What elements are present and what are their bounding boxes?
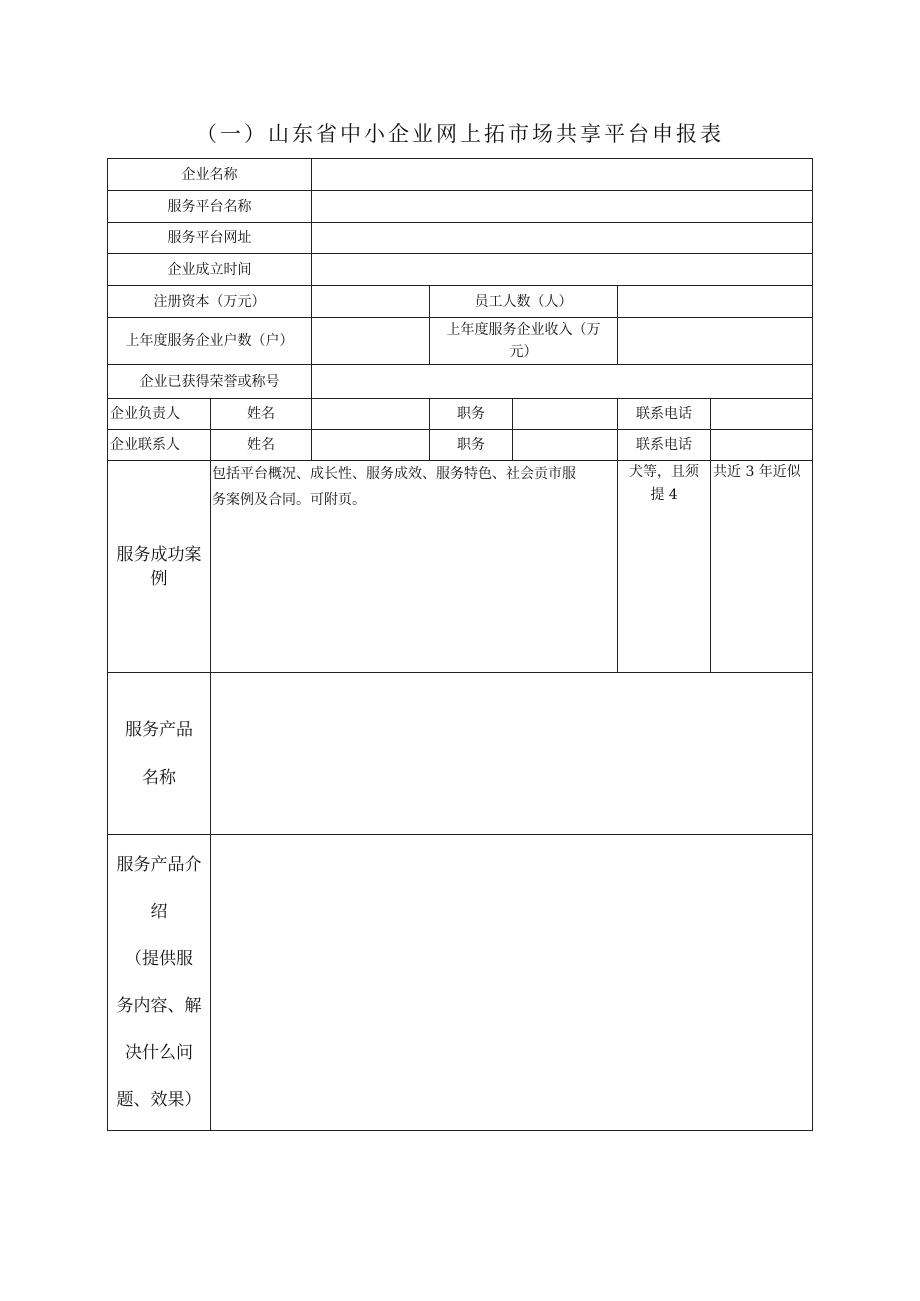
label-contact-phone: 联系电话 — [636, 437, 692, 453]
cases-fragment-a — [618, 461, 710, 672]
label-company-name: 企业名称 — [181, 166, 238, 183]
principal-name-field[interactable] — [312, 399, 429, 429]
capital-field[interactable] — [312, 286, 429, 317]
label-principal-position: 职务 — [457, 406, 485, 422]
label-product-intro-line6: 题、效果） — [116, 1089, 202, 1110]
cases-hint-line2: 务案例及合同。可附页。 — [212, 492, 366, 508]
label-platform-name: 服务平台名称 — [167, 198, 252, 215]
revenue-field[interactable] — [618, 318, 812, 364]
label-founded: 企业成立时间 — [167, 261, 252, 278]
contact-name-field[interactable] — [312, 430, 429, 460]
platform-url-field[interactable] — [312, 223, 812, 253]
label-contact-name: 姓名 — [247, 437, 275, 453]
label-product-name — [108, 673, 210, 834]
platform-name-field[interactable] — [312, 191, 812, 222]
founded-field[interactable] — [312, 254, 812, 285]
label-contact: 企业联系人 — [110, 437, 180, 453]
label-product-intro — [108, 835, 210, 1130]
label-revenue — [430, 318, 617, 364]
label-cases-line1: 服务成功案 — [116, 544, 202, 565]
label-product-intro-line1: 服务产品介 — [116, 854, 202, 875]
label-product-name-line2: 名称 — [142, 767, 176, 788]
page-title: （一）山东省中小企业网上拓市场共享平台申报表 — [196, 122, 724, 146]
label-principal-name: 姓名 — [247, 406, 275, 422]
label-honors: 企业已获得荣誉或称号 — [139, 373, 280, 390]
label-employees: 员工人数（人） — [474, 293, 573, 310]
label-product-intro-line2: 绍 — [150, 901, 168, 922]
label-product-intro-line4: 务内容、解 — [116, 995, 202, 1016]
label-principal: 企业负责人 — [110, 406, 180, 422]
label-product-name-line1: 服务产品 — [125, 719, 193, 740]
employees-field[interactable] — [618, 286, 812, 317]
label-contact-position: 职务 — [457, 437, 485, 453]
label-product-intro-line5: 决什么问 — [125, 1042, 193, 1063]
label-clients: 上年度服务企业户数（户） — [125, 333, 294, 349]
contact-phone-field[interactable] — [711, 430, 812, 460]
company-name-field[interactable] — [312, 159, 812, 190]
principal-phone-field[interactable] — [711, 399, 812, 429]
label-capital: 注册资本（万元） — [153, 293, 266, 310]
label-product-intro-line3: （提供服 — [125, 948, 193, 969]
cases-fragment-b — [711, 461, 812, 672]
cases-hint-line1: 包括平台概况、成长性、服务成效、服务特色、社会贡市服 — [212, 466, 576, 482]
contact-position-field[interactable] — [513, 430, 617, 460]
cases-fragment-a-line1: 犬等，且须 — [629, 464, 699, 480]
label-revenue-line2: 元） — [509, 344, 538, 360]
principal-position-field[interactable] — [513, 399, 617, 429]
cases-fragment-b-text: 共近 3 年近似 — [713, 464, 801, 480]
product-intro-field[interactable] — [211, 835, 812, 1130]
honors-field[interactable] — [312, 365, 812, 398]
product-name-field[interactable] — [211, 673, 812, 834]
label-cases — [108, 461, 210, 672]
label-revenue-line1: 上年度服务企业收入（万 — [446, 322, 601, 338]
label-cases-line2: 例 — [150, 568, 168, 589]
label-platform-url: 服务平台网址 — [167, 230, 252, 246]
cases-fragment-a-line2: 提 4 — [650, 487, 678, 503]
cases-hint — [212, 461, 616, 513]
label-principal-phone: 联系电话 — [636, 406, 692, 422]
clients-field[interactable] — [312, 318, 429, 364]
